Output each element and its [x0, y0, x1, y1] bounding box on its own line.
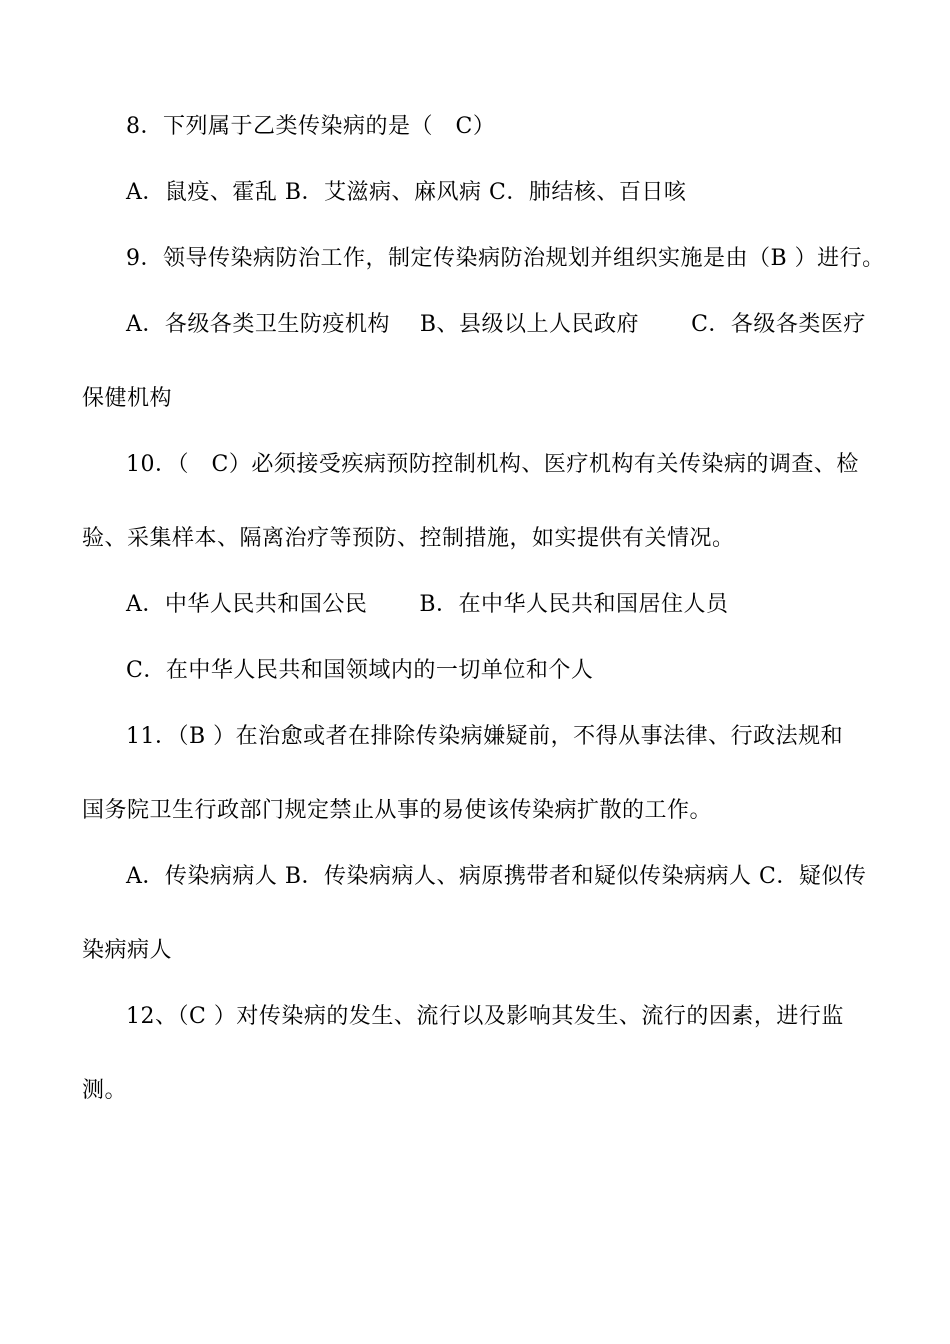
question-10-option-c: C．在中华人民共和国领域内的一切单位和个人: [126, 658, 594, 683]
question-9-options-line1: [126, 310, 866, 340]
question-9-options-line2: 保健机构: [82, 386, 173, 411]
question-10-option-a: A．中华人民共和国公民: [126, 592, 368, 617]
question-12-text-line1: 12、（C ）对传染病的发生、流行以及影响其发生、流行的因素，进行监: [126, 1004, 844, 1029]
question-9-option-a: A．各级各类卫生防疫机构: [126, 312, 390, 337]
question-10-text-line2: 验、采集样本、隔离治疗等预防、控制措施，如实提供有关情况。: [82, 526, 735, 551]
question-11-options-line2: 染病病人: [82, 938, 173, 963]
question-12-text-line2: 测。: [82, 1078, 128, 1103]
question-8-text: 8．下列属于乙类传染病的是（ C）: [126, 114, 496, 139]
question-11-text-line2: 国务院卫生行政部门规定禁止从事的易使该传染病扩散的工作。: [82, 798, 713, 823]
question-9-option-c: C．各级各类医疗: [691, 312, 866, 337]
question-10-text-line1: 10．（ C）必须接受疾病预防控制机构、医疗机构有关传染病的调查、检: [126, 452, 859, 477]
question-10-options-line1: [126, 590, 729, 620]
question-11-text-line1: 11．（B ）在治愈或者在排除传染病嫌疑前，不得从事法律、行政法规和: [126, 724, 844, 749]
question-10-option-b: B．在中华人民共和国居住人员: [419, 592, 729, 617]
question-11-options-line1: A．传染病病人 B．传染病病人、病原携带者和疑似传染病病人 C．疑似传: [126, 864, 867, 889]
question-9-option-b: B、县级以上人民政府: [419, 312, 640, 337]
question-8-options: A．鼠疫、霍乱 B．艾滋病、麻风病 C．肺结核、百日咳: [126, 180, 687, 205]
question-9-text: 9．领导传染病防治工作，制定传染病防治规划并组织实施是由（B ）进行。: [126, 246, 885, 271]
